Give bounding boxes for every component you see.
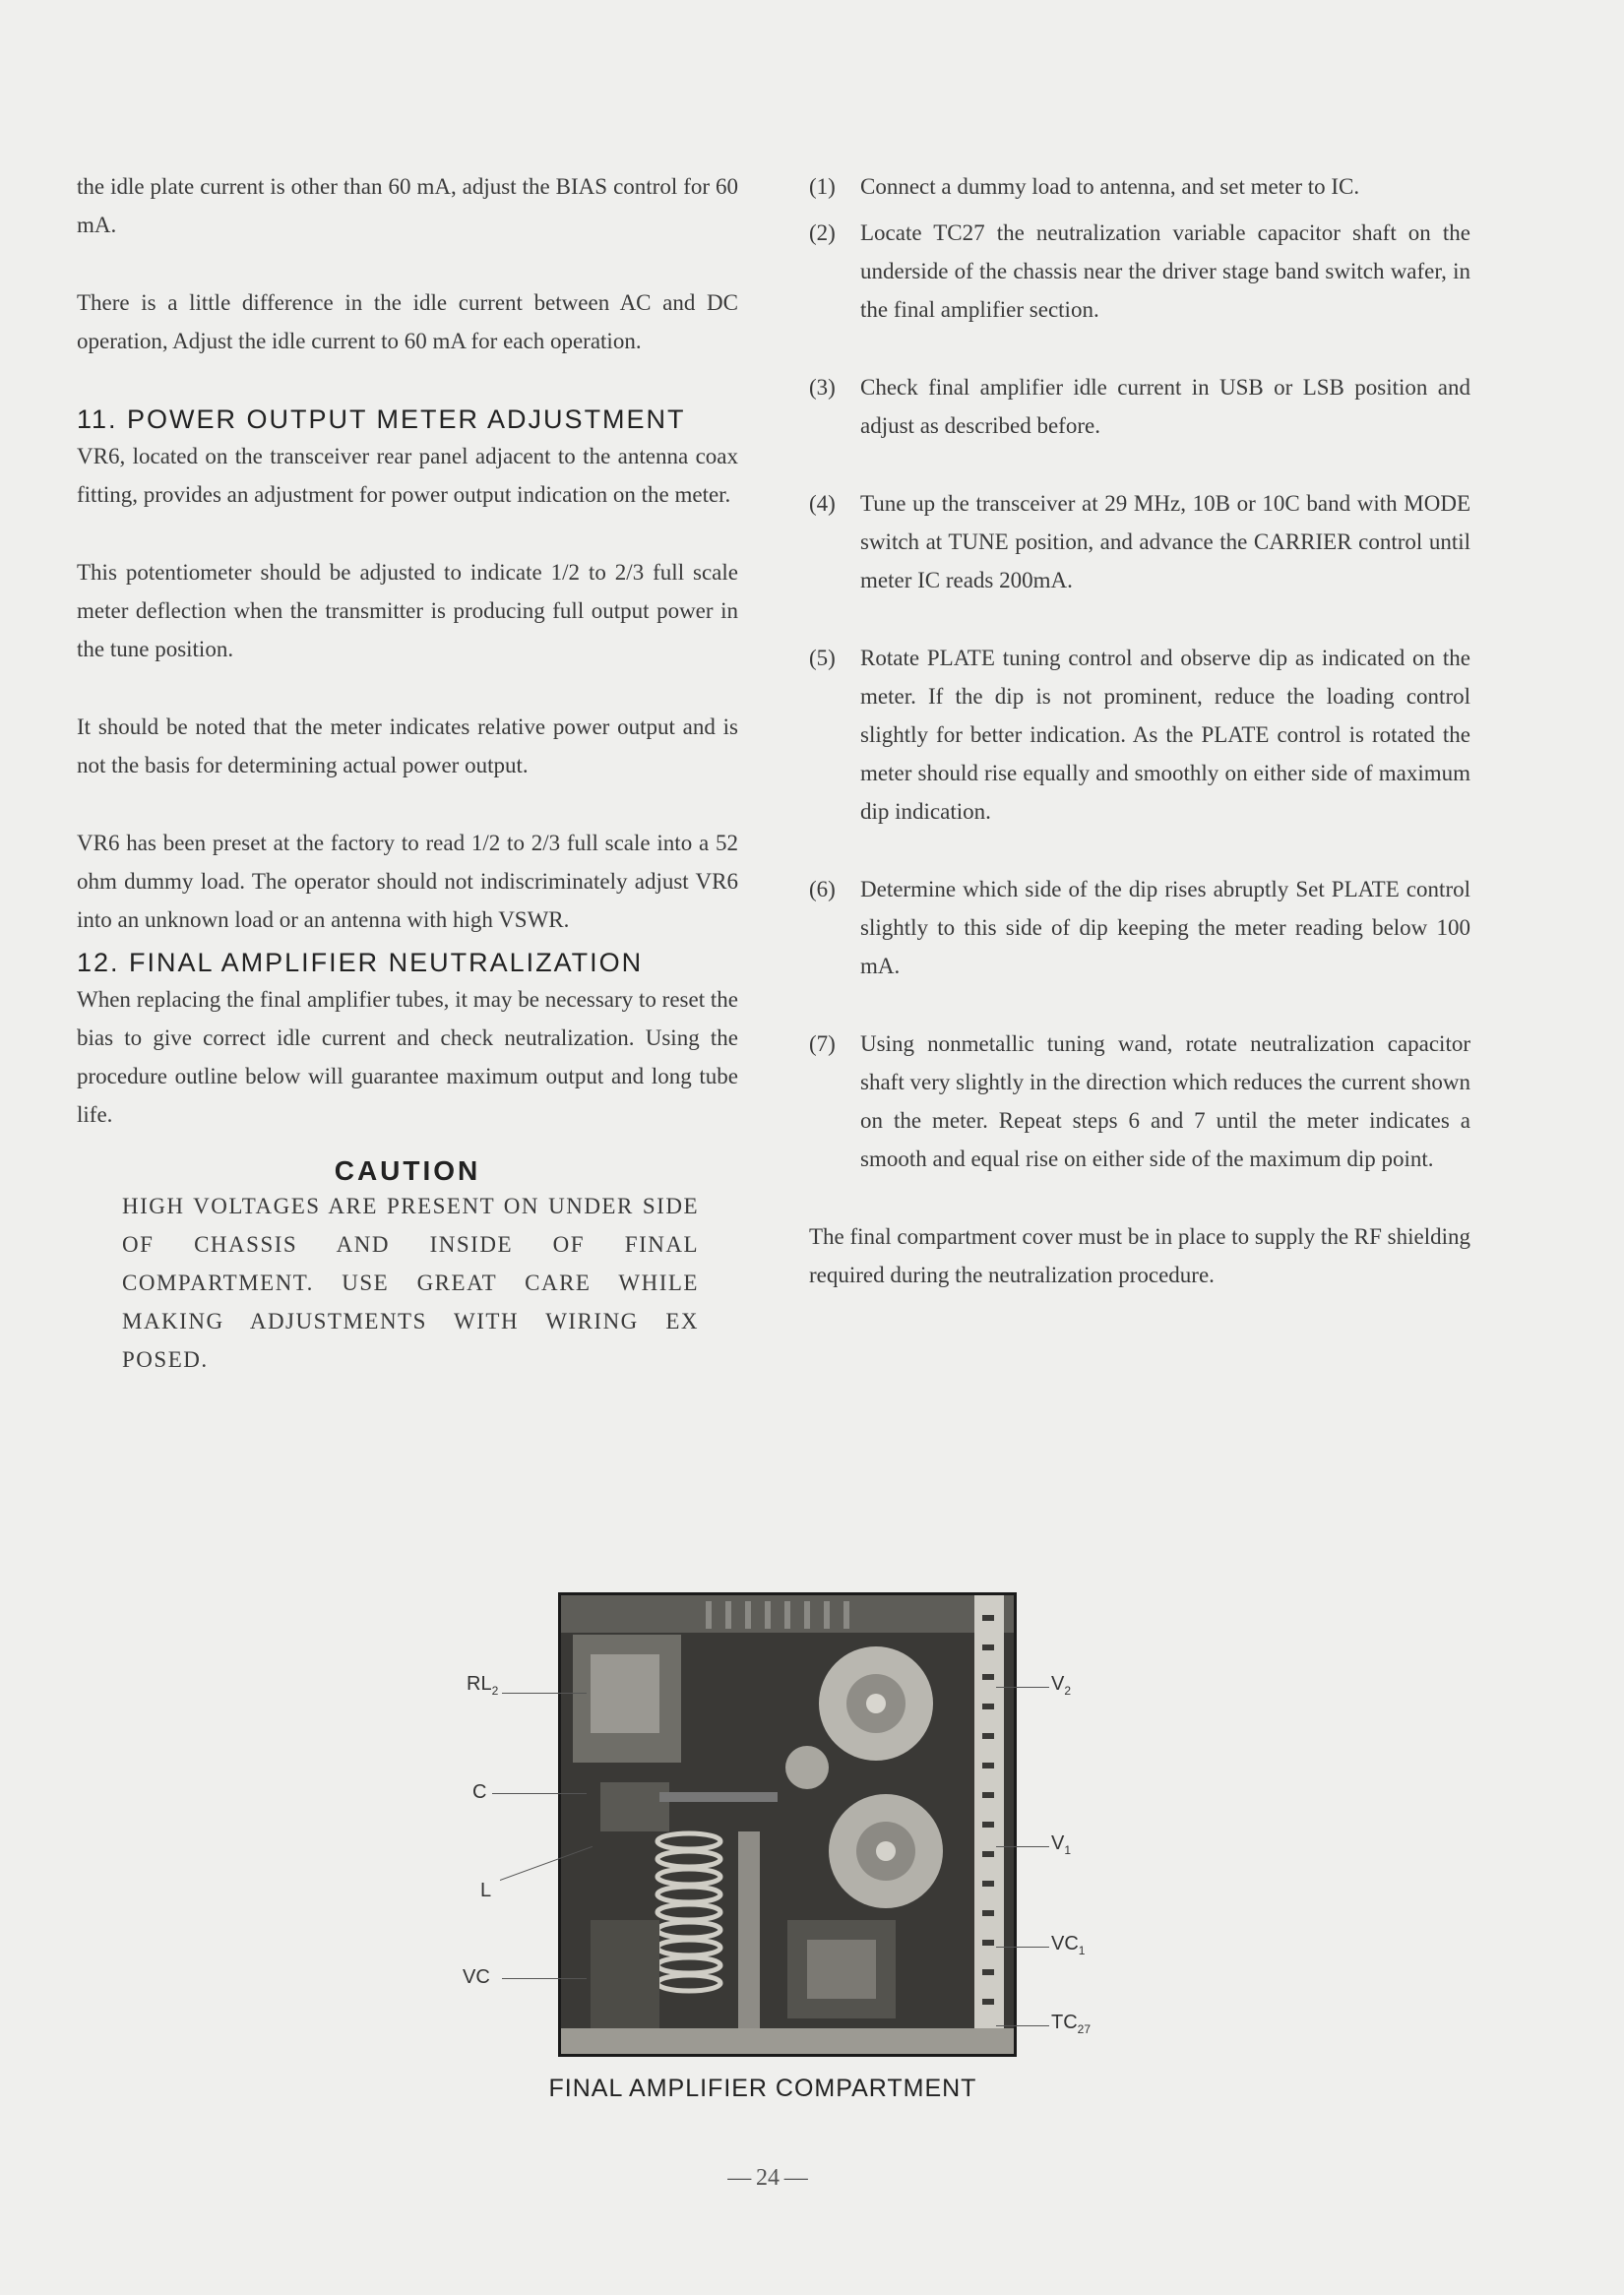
label-l	[480, 1880, 494, 1904]
label-text: V	[1051, 1673, 1065, 1695]
paragraph-replacing-tubes: When replacing the final amplifier tubes, it may be necessary to reset the bias to give correct idle current and check neutralization. Using the procedure outline below will guarantee maximum output and long tube life.	[77, 987, 738, 1127]
label-v2	[1051, 1673, 1071, 1698]
paragraph-idle-current: the idle plate current is other than 60 mA, adjust the BIAS control for 60 mA.	[77, 174, 738, 237]
step-number: (2)	[809, 220, 836, 245]
leader-line	[996, 1687, 1049, 1688]
step-number: (7)	[809, 1031, 836, 1056]
step-number: (6)	[809, 877, 836, 901]
step-text: Determine which side of the dip rises abruptly Set PLATE control slightly to this side of dip keeping the meter reading below 100 mA.	[860, 877, 1470, 978]
left-column	[77, 167, 738, 1379]
leader-line	[502, 1978, 587, 1979]
section-12-heading: 12. FINAL AMPLIFIER NEUTRALIZATION	[77, 948, 644, 977]
label-rl2	[467, 1673, 498, 1698]
figure-caption: FINAL AMPLIFIER COMPARTMENT	[548, 2075, 977, 2102]
paragraph-vr6-location: VR6, located on the transceiver rear panel adjacent to the antenna coax fitting, provides an adjustment for power output indication on the meter.	[77, 444, 738, 507]
step-5	[809, 639, 1470, 831]
label-v1	[1051, 1832, 1071, 1857]
step-3	[809, 368, 1470, 445]
step-text: Connect a dummy load to antenna, and set meter to IC.	[860, 174, 1360, 199]
step-text: Locate TC27 the neutralization variable capacitor shaft on the underside of the chassis near the driver stage band switch wafer, in the final amplifier section.	[860, 220, 1470, 322]
label-subscript: 27	[1077, 2022, 1092, 2036]
paragraph-vr6-preset: VR6 has been preset at the factory to read 1/2 to 2/3 full scale into a 52 ohm dummy load. The operator should not indiscriminately adjust VR6 into an unknown load or an antenna with high VSWR.	[77, 831, 738, 932]
leader-line	[502, 1693, 587, 1694]
step-number: (3)	[809, 375, 836, 400]
paragraph-compartment-cover: The final compartment cover must be in place to supply the RF shielding required during the neutralization procedure.	[809, 1224, 1470, 1287]
label-subscript	[490, 1977, 492, 1991]
paragraph-relative-power: It should be noted that the meter indicates relative power output and is not the basis for determining actual power output.	[77, 714, 738, 777]
label-vc-left	[463, 1966, 492, 1991]
compartment-photo	[558, 1592, 1017, 2057]
step-4	[809, 484, 1470, 599]
leader-line	[996, 1947, 1049, 1948]
label-subscript: 1	[1078, 1944, 1086, 1957]
step-1	[809, 167, 1470, 206]
label-subscript: 1	[1064, 1843, 1072, 1857]
label-subscript	[486, 1792, 488, 1806]
leader-line	[492, 1793, 587, 1794]
label-vc1	[1051, 1933, 1085, 1957]
step-text: Using nonmetallic tuning wand, rotate neutralization capacitor shaft very slightly in the direction which reduces the current shown on the meter. Repeat steps 6 and 7 until the meter indicates a smooth and equal rise on either side of the maximum dip point.	[860, 1031, 1470, 1171]
step-2	[809, 214, 1470, 329]
label-text: TC	[1051, 2012, 1078, 2033]
label-tc27	[1051, 2012, 1091, 2036]
label-subscript	[491, 1891, 493, 1904]
label-text: VC	[463, 1966, 490, 1988]
label-text: L	[480, 1880, 492, 1901]
step-text: Check final amplifier idle current in USB or LSB position and adjust as described before.	[860, 375, 1470, 438]
label-text: V	[1051, 1832, 1065, 1854]
step-6	[809, 870, 1470, 985]
step-text: Rotate PLATE tuning control and observe dip as indicated on the meter. If the dip is not prominent, reduce the loading control slightly for better indication. As the PLATE control is rotated the meter should rise equally and smoothly on either side of maximum dip indication.	[860, 646, 1470, 824]
leader-line	[996, 2025, 1049, 2026]
step-number: (1)	[809, 174, 836, 199]
step-text: Tune up the transceiver at 29 MHz, 10B or 10C band with MODE switch at TUNE position, and advance the CARRIER control until meter IC reads 200mA.	[860, 491, 1470, 592]
label-text: VC	[1051, 1933, 1079, 1954]
compartment-photo-drawing	[561, 1595, 1014, 2054]
right-column	[809, 167, 1470, 1294]
caution-body: HIGH VOLTAGES ARE PRESENT ON UNDER SIDE OF CHASSIS AND INSIDE OF FINAL COMPARTMENT. USE GREAT CARE WHILE MAKING ADJUSTMENTS WITH WIRING EX POSED.	[122, 1194, 699, 1372]
step-7	[809, 1024, 1470, 1178]
label-subscript: 2	[1064, 1684, 1072, 1698]
section-11-heading: 11. POWER OUTPUT METER ADJUSTMENT	[77, 404, 686, 434]
leader-line	[996, 1846, 1049, 1847]
label-text: RL	[467, 1673, 492, 1695]
paragraph-potentiometer: This potentiometer should be adjusted to indicate 1/2 to 2/3 full scale meter deflection when the transmitter is producing full output power in the tune position.	[77, 560, 738, 661]
label-text: C	[472, 1781, 487, 1803]
label-subscript: 2	[491, 1684, 499, 1698]
step-number: (4)	[809, 491, 836, 516]
step-number: (5)	[809, 646, 836, 670]
paragraph-ac-dc: There is a little difference in the idle current between AC and DC operation, Adjust the idle current to 60 mA for each operation.	[77, 290, 738, 353]
label-c	[472, 1781, 489, 1806]
page-number: — 24 —	[727, 2165, 808, 2191]
caution-title: CAUTION	[334, 1155, 481, 1186]
